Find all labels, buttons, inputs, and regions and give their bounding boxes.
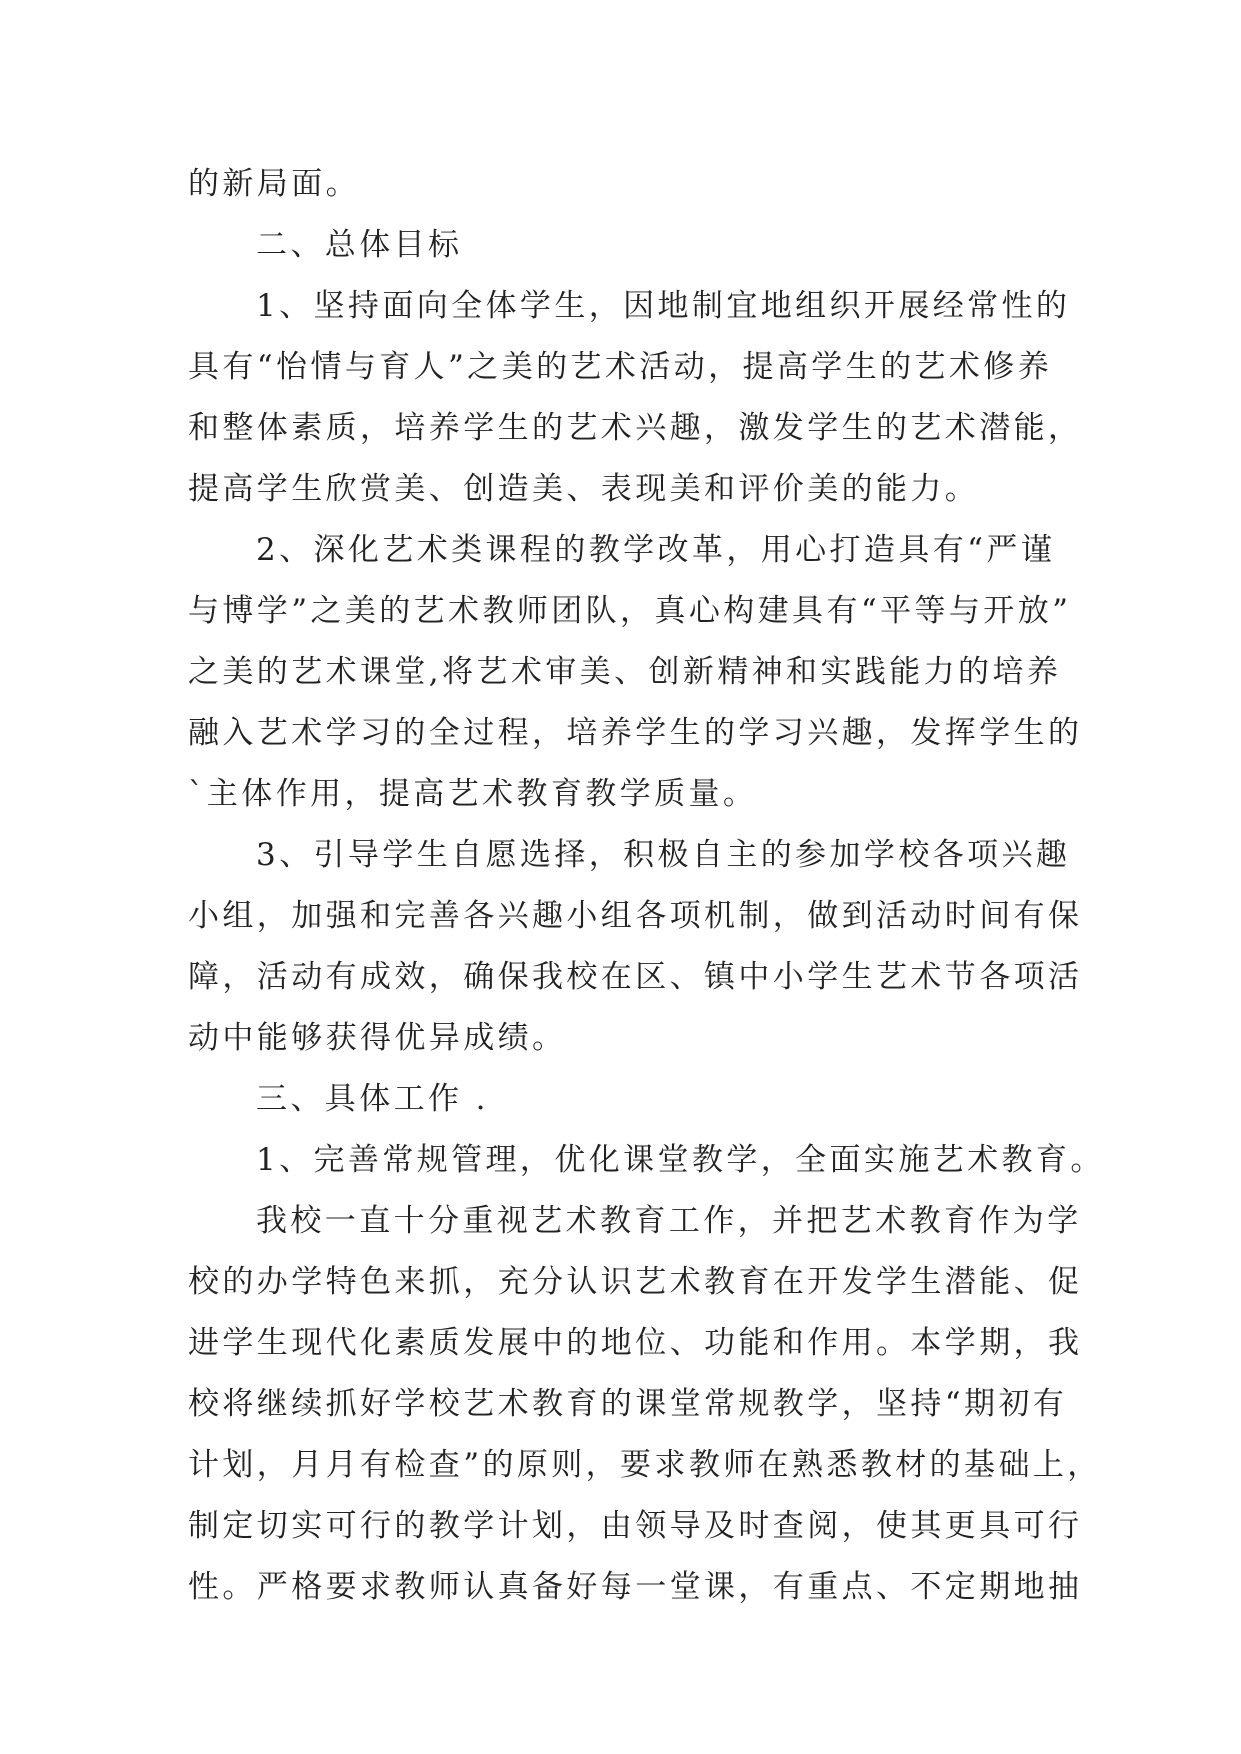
text-line: 3、引导学生自愿选择，积极自主的参加学校各项兴趣 — [256, 837, 1071, 873]
text-line: 三、具体工作 . — [256, 1081, 489, 1117]
text-line: 2、深化艺术类课程的教学改革，用心打造具有“严谨 — [256, 532, 1056, 568]
text-line: 之美的艺术课堂,将艺术审美、创新精神和实践能力的培养 — [188, 654, 1062, 690]
text-line: 动中能够获得优异成绩。 — [188, 1020, 567, 1056]
text-line: 校的办学特色来抓，充分认识艺术教育在开发学生潜能、促 — [188, 1264, 1083, 1300]
document-body — [188, 154, 1105, 1618]
text-line: 与博学”之美的艺术教师团队，真心构建具有“平等与开放” — [188, 593, 1072, 629]
text-line: `主体作用，提高艺术教育教学质量。 — [188, 776, 758, 812]
text-line: 障，活动有成效，确保我校在区、镇中小学生艺术节各项活 — [188, 959, 1083, 995]
text-line: 1、坚持面向全体学生，因地制宜地组织开展经常性的 — [256, 288, 1071, 324]
text-line: 提高学生欣赏美、创造美、表现美和评价美的能力。 — [188, 471, 980, 507]
text-line: 具有“怡情与育人”之美的艺术活动，提高学生的艺术修养 — [188, 349, 1053, 385]
text-line: 1、完善常规管理，优化课堂教学，全面实施艺术教育。 — [256, 1142, 1105, 1178]
text-line: 融入艺术学习的全过程，培养学生的学习兴趣，发挥学生的 — [188, 715, 1083, 751]
text-line: 二、总体目标 — [256, 227, 463, 263]
text-line: 进学生现代化素质发展中的地位、功能和作用。本学期，我 — [188, 1325, 1083, 1361]
text-line: 我校一直十分重视艺术教育工作，并把艺术教育作为学 — [256, 1203, 1082, 1239]
text-line: 性。严格要求教师认真备好每一堂课，有重点、不定期地抽 — [188, 1569, 1083, 1605]
text-line: 的新局面。 — [188, 166, 360, 202]
text-line: 计划，月月有检查”的原则，要求教师在熟悉教材的基础上， — [188, 1447, 1102, 1483]
text-line: 和整体素质，培养学生的艺术兴趣，激发学生的艺术潜能， — [188, 410, 1083, 446]
text-line: 小组，加强和完善各兴趣小组各项机制，做到活动时间有保 — [188, 898, 1083, 934]
text-line: 校将继续抓好学校艺术教育的课堂常规教学，坚持“期初有 — [188, 1386, 1068, 1422]
text-line: 制定切实可行的教学计划，由领导及时查阅，使其更具可行 — [188, 1508, 1083, 1544]
